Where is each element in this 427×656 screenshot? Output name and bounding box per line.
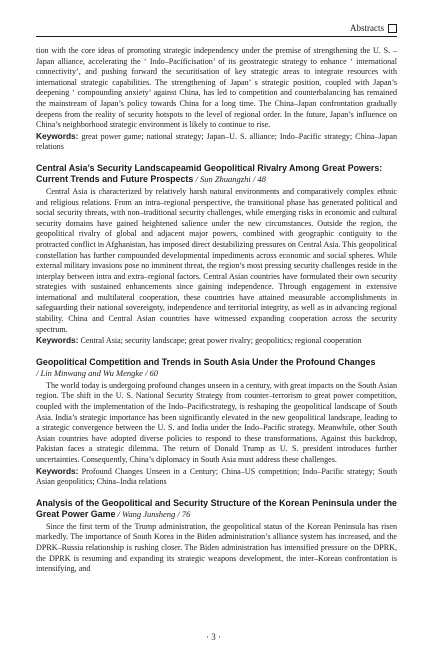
article-entry (36, 357, 397, 488)
abstract-text: Central Asia is characterized by relatively harsh natural environments and comparatively complex ethnic and religious relations. From an intra–regional perspective, the transitional phase has generated political and social security threats, with non–traditional security challenges, while emerging risks in economic and cultural security domains have gained heightened salience under the new circumstances. Outside the region, the geopolitical rivalry of global and adjacent major powers, combined with geographic contiguity to the protracted conflict in Afghanistan, has imposed direct destabilizing pressures on Central Asia. This geopolitical constellation has further compounded developmental impediments across economic and social spheres. While external military invasions pose no imminent threat, the region’s most pressing security challenges reside in the interplay between intra and extra–regional factors. Central Asian countries have formulated their own security strategies with sustained enhancements since gaining independence. Through engagement in extensive international and multilateral cooperation, these countries have attained measurable accomplishments in safeguarding their national sovereignty, independence and territorial integrity, as well as in advancing regional stability. China and Central Asian countries have witnessed expanding cooperation across the security spectrum. (36, 186, 397, 334)
square-marker-icon (388, 24, 397, 33)
article-author: / Sun Zhuangzhi / 48 (193, 173, 266, 184)
abstracts-body (36, 46, 397, 575)
keywords-list: Central Asia; security landscape; great power rivalry; geopolitics; regional cooperation (78, 336, 362, 346)
page-number: · 3 · (206, 632, 221, 642)
keywords-list: great power game; national strategy; Japan–U. S. alliance; Indo–Pacific strategy; China–Japan relations (36, 131, 397, 152)
section-label: Abstracts (350, 23, 384, 33)
article-author: / Lin Minwang and Wu Mengke / 60 (36, 367, 159, 378)
article-entry (36, 163, 397, 347)
article-title-line (36, 357, 397, 379)
running-header (350, 23, 397, 33)
article-title: Central Asia’s Security Landscapeamid Geopolitical Rivalry Among Great Powers: Current Trends and Future Prospects (36, 162, 383, 184)
article-entry (36, 498, 397, 575)
article-author: / Wang Junsheng / 76 (115, 508, 191, 519)
keywords-list: Profound Changes Unseen in a Century; China–US competition; Indo–Pacific strategy; South Asian geopolitics; China–India relations (36, 466, 397, 487)
article-title-line (36, 498, 397, 520)
keywords-label: Keywords: (36, 465, 79, 476)
article-title: Geopolitical Competition and Trends in South Asia Under the Profound Changes (36, 356, 376, 367)
continued-abstract (36, 46, 397, 153)
abstract-text: tion with the core ideas of promoting strategic independency under the premise of strengthening the U. S. –Japan alliance, accelerating the ‘ Indo–Pacificisation’ of its geostrategic strategy to enhance ‘ international connectivity’, and pushing forward the securitisation of key strategic areas to integrate resources with international strategic capabilities. The strengthening of Japan’ s strategic position, coupled with Japan’s deepening ‘ compounding anxiety’ against China, has led to competition and counterbalancing has remained the mainstream of Japan’s policy towards China for a long time. The China–Japan confrontation gradually deepens from the reality of security hotspots to the level of regional order. In the future, Japan’s influence on China’s neighborhood strategic environment is likely to continue to rise. (36, 46, 397, 130)
keywords-line (36, 335, 397, 347)
abstract-text: The world today is undergoing profound changes unseen in a century, with great impacts on the South Asian region. The shift in the U. S. National Security Strategy from counter–terrorism to great power competition, coupled with the implementation of the Indo–Pacificstrategy, is reshaping the geopolitical landscape of South Asia. India’s strategic importance has been significantly elevated in the new geopolitical landscape, leading to a strategic convergence between the U. S. and India under the Indo–Pacific strategy. Meanwhile, other South Asian countries have adopted diverse policies to respond to these transformations. Against this backdrop, Pakistan faces a strategic dilemma. The return of Donald Trump as U. S. president introduces further uncertainties. Consequently, China’s diplomacy in South Asia must address these challenges. (36, 380, 397, 464)
keywords-label: Keywords: (36, 130, 79, 141)
article-title-line (36, 163, 397, 185)
header-rule (36, 36, 397, 37)
keywords-label: Keywords: (36, 335, 79, 346)
keywords-line (36, 131, 397, 153)
article-title: Analysis of the Geopolitical and Security Structure of the Korean Peninsula under the Great Power Game (36, 497, 397, 519)
abstract-text: Since the first term of the Trump administration, the geopolitical status of the Korean Peninsula has risen markedly. The importance of South Korea in the Biden administration’s alliance system has increased, and the DPRK–Russia relationship is rushing closer. The Biden administration has intensified pressure on the DPRK, the DPRK is resuming and expanding its strategic weapons development, the inter–Korean confrontation is intensifying, and (36, 521, 397, 574)
keywords-line (36, 466, 397, 488)
